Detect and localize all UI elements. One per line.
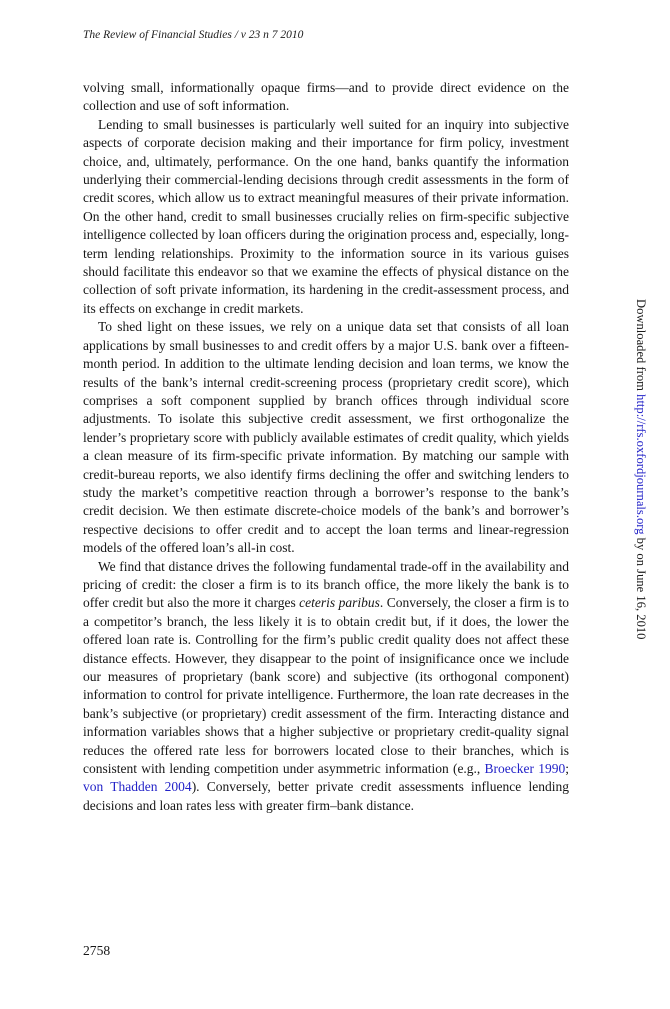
watermark-prefix: Downloaded from <box>634 299 648 395</box>
citation-link[interactable]: Broecker 1990 <box>484 761 566 777</box>
text-run: volving small, informationally opaque firms—and to provide direct evidence on the collection and use of soft information. <box>83 80 569 114</box>
paragraph <box>83 79 569 116</box>
text-run: . Conversely, the closer a firm is to a competitor’s branch, the less likely it is to obtain credit but, if it does, the lower the offered loan rate is. Controlling for the firm’s public credit quality does not affect these distance effects. However, they disappear to the point of insignificance once we include our measures of proprietary (bank score) and subjective (its orthogonal component) information to control for private intelligence. Furthermore, the loan rate decreases in the bank’s subjective (or proprietary) credit assessment of the firm. Interacting distance and information variables shows that a higher subjective or proprietary credit-quality signal reduces the offered rate less for borrowers located close to their branches, which is consistent with lending competition under asymmetric information (e.g., <box>83 595 569 777</box>
watermark-suffix: by on June 16, 2010 <box>634 534 648 640</box>
paragraph <box>83 318 569 557</box>
page-number: 2758 <box>83 943 111 958</box>
emphasis-text: ceteris paribus <box>299 595 380 611</box>
text-run: To shed light on these issues, we rely on a unique data set that consists of all loan applications by small businesses to and credit offers by a major U.S. bank over a fifteen-month period. In addition to the ultimate lending decision and loan terms, we know the results of the bank’s internal credit-screening process (proprietary credit score), which comprises a soft component supplied by branch offices through individual score adjustments. To isolate this subjective credit assessment, we first orthogonalize the lender’s proprietary score with publicly available estimates of credit quality, which yields a clean measure of its firm-specific private information. By matching our sample with credit-bureau reports, we also identify firms declining the offer and switching lenders to study the market’s competitive reaction through a borrower’s response to the bank’s credit decision. We then estimate discrete-choice models of the bank’s and borrower’s respective decisions to offer credit and to accept the loan terms and linear-regression models of the offered loan’s all-in cost. <box>83 319 569 556</box>
journal-header: The Review of Financial Studies / v 23 n 7 2010 <box>83 29 304 41</box>
text-run: We find that distance drives the following fundamental trade-off in the availability and pricing of credit: the closer a firm is to its branch office, the more likely the bank is to offer credit but also the more it charges <box>83 558 569 611</box>
paragraph <box>83 116 569 318</box>
watermark-url-link[interactable]: http://rfs.oxfordjournals.org <box>634 394 648 535</box>
article-body <box>83 79 569 815</box>
text-run: ). Conversely, better private credit assessments influence lending decisions and loan rates less with greater firm–bank distance. <box>83 779 569 813</box>
text-run: ; <box>565 761 569 777</box>
text-run: Lending to small businesses is particularly well suited for an inquiry into subjective aspects of corporate decision making and their importance for firm policy, investment choice, and, ultimately, performance. On the one hand, banks quantify the information underlying their commercial-lending decisions through credit assessments in the form of credit scores, which allow us to extract meaningful measures of their private information. On the other hand, credit to small businesses crucially relies on firm-specific subjective intelligence collected by loan officers during the origination process and, especially, long-term lending relationships. Proximity to the information source in its various guises should facilitate this endeavor so that we examine the effects of physical distance on the collection of soft private information, its hardening in the credit-assessment process, and its effects on exchange in credit markets. <box>83 116 569 316</box>
citation-link[interactable]: von Thadden 2004 <box>83 779 192 795</box>
paragraph <box>83 558 569 816</box>
download-watermark <box>633 299 648 639</box>
